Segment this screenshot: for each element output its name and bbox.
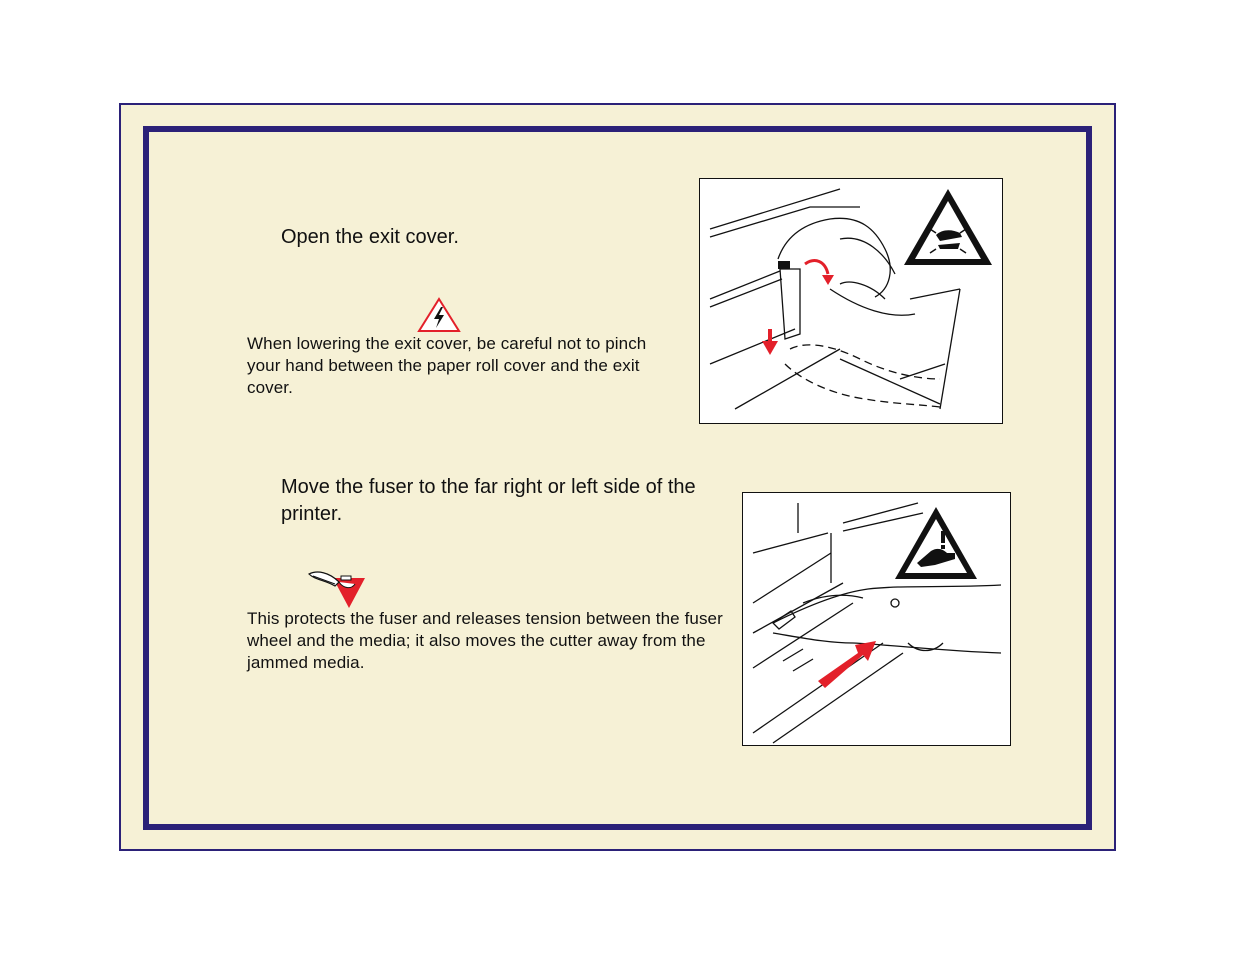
cutting-hazard-icon bbox=[891, 503, 981, 583]
step-1-instruction: Open the exit cover. bbox=[281, 226, 459, 248]
step-2-note-text: This protects the fuser and releases tension between the fuser wheel and the media; it also moves the cutter away from the jammed media. bbox=[247, 609, 723, 672]
quill-note-icon bbox=[305, 568, 367, 610]
step-1-figure-exit-cover bbox=[699, 178, 1003, 424]
step-2-instruction: Move the fuser to the far right or left side of the printer. bbox=[281, 476, 696, 525]
step-2-figure-fuser bbox=[742, 492, 1011, 746]
pinch-hazard-icon bbox=[900, 185, 996, 269]
electrical-hazard-warning-icon bbox=[417, 297, 461, 333]
step-1-warning-text: When lowering the exit cover, be careful not to pinch your hand between the paper roll cover and the exit cover. bbox=[247, 334, 647, 397]
